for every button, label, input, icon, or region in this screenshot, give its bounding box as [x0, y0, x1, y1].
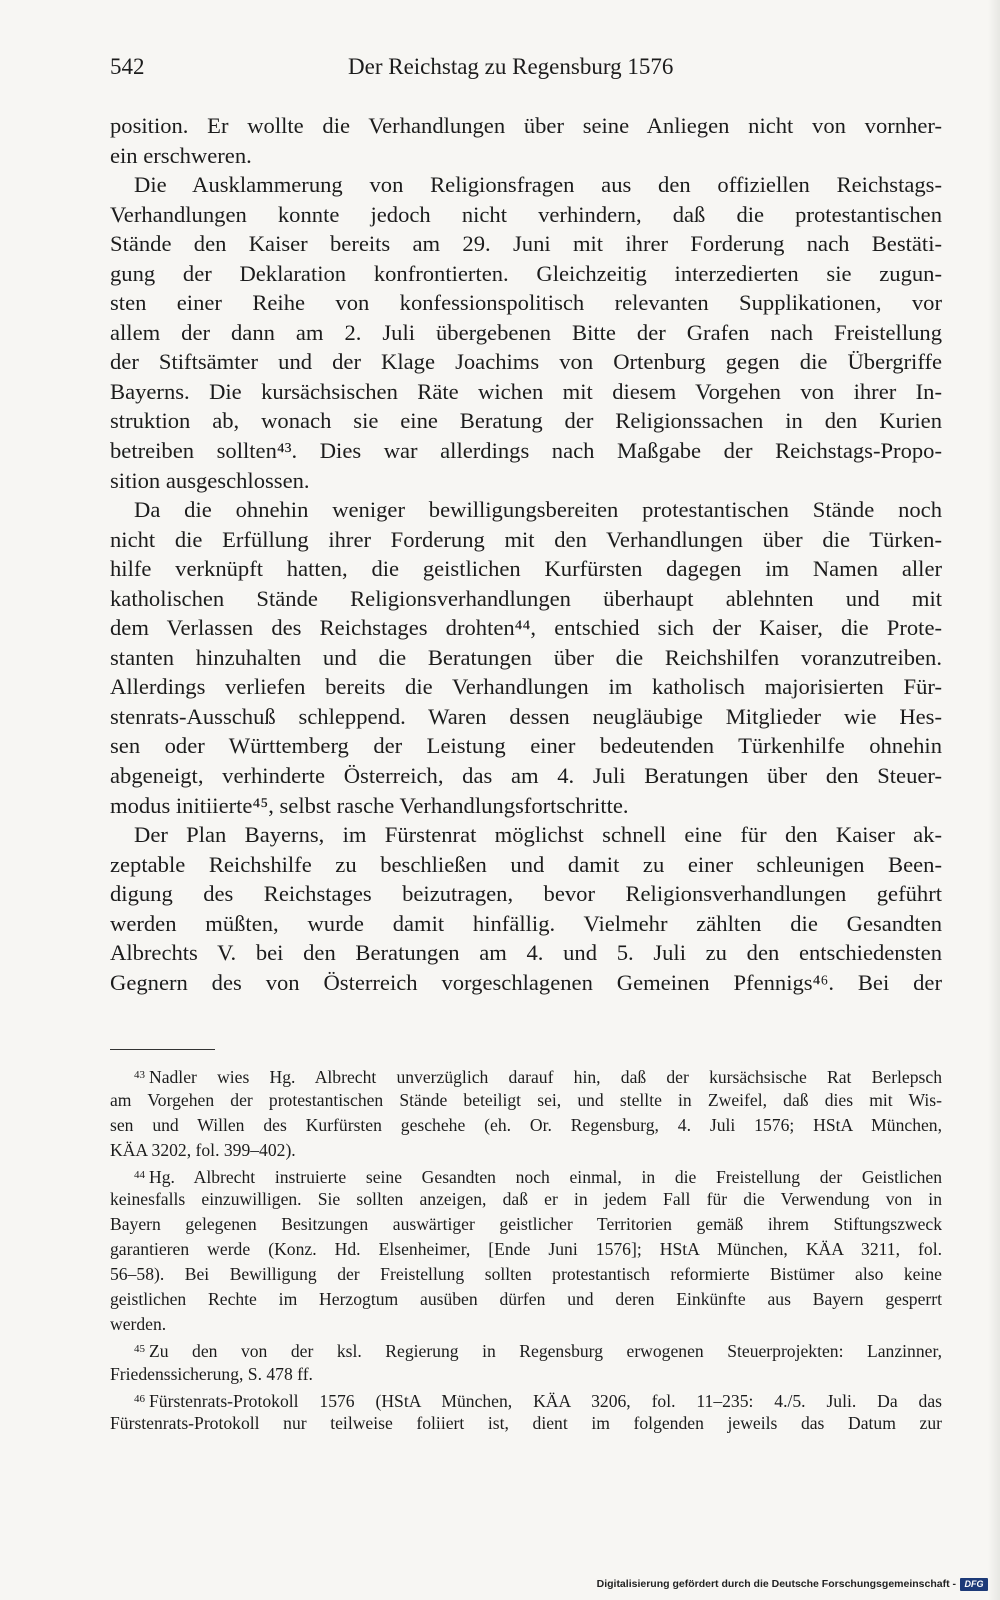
footnote-number: 44	[134, 1168, 145, 1181]
text-line: sition ausgeschlossen.	[110, 467, 310, 493]
text-line: dem Verlassen des Reichstages drohten⁴⁴, entschied sich der Kaiser, die Prote-	[110, 615, 942, 641]
running-head: Der Reichstag zu Regensburg 1576	[348, 54, 674, 79]
footnote-line: geistlichen Rechte im Herzogtum ausüben dürfen und deren Einkünfte aus Bayern gesperrt	[110, 1289, 942, 1310]
footnote-text: Zu den von der ksl. Regierung in Regensburg erwogenen Steuerprojekten: Lanzinner,	[149, 1340, 942, 1361]
page-header	[110, 52, 942, 86]
text-line: werden müßten, wurde damit hinfällig. Vielmehr zählten die Gesandten	[110, 910, 942, 936]
body-text	[110, 111, 942, 997]
text-line: katholischen Stände Religionsverhandlungen überhaupt ablehnten und mit	[110, 585, 942, 611]
text-line: nicht die Erfüllung ihrer Forderung mit den Verhandlungen über die Türken-	[110, 526, 942, 552]
footnote-line	[110, 1063, 942, 1088]
text-line: betreiben sollten⁴³. Dies war allerdings nach Maßgabe der Reichstags-Propo-	[110, 438, 942, 464]
page-edge-shadow	[988, 0, 1000, 1600]
text-line: Bayerns. Die kursächsischen Räte wichen mit diesem Vorgehen von ihrer In-	[110, 378, 942, 404]
footnote-line: Bayern gelegenen Besitzungen auswärtiger geistlicher Territorien gemäß ihrem Stiftungszweck	[110, 1214, 942, 1235]
footnote-line: werden.	[110, 1313, 167, 1334]
text-line: ein erschweren.	[110, 142, 252, 168]
footnote-text: Hg. Albrecht instruierte seine Gesandten noch einmal, in die Freistellung der Geistlichen	[149, 1166, 942, 1187]
page-number: 542	[110, 54, 145, 79]
footnote-line: am Vorgehen der protestantischen Stände beteiligt sei, und stellte in Zweifel, daß dies mit Wis-	[110, 1089, 942, 1110]
footnote-line	[110, 1387, 942, 1412]
text-line: Verhandlungen konnte jedoch nicht verhindern, daß die protestantischen	[110, 201, 942, 227]
text-line: Da die ohnehin weniger bewilligungsbereiten protestantischen Stände noch	[134, 497, 942, 523]
footnote-line: KÄA 3202, fol. 399–402).	[110, 1139, 296, 1160]
footnote-text: Nadler wies Hg. Albrecht unverzüglich darauf hin, daß der kursächsische Rat Berlepsch	[149, 1067, 942, 1087]
text-line: gung der Deklaration konfrontierten. Gleichzeitig interzedierten sie zugun-	[110, 260, 942, 286]
credit-text: Digitalisierung gefördert durch die Deutsche Forschungsgemeinschaft -	[596, 1578, 956, 1590]
text-line: Allerdings verliefen bereits die Verhandlungen im katholisch majorisierten Für-	[110, 674, 942, 700]
footnote-number: 46	[134, 1392, 145, 1405]
text-line: stenrats-Ausschuß schleppend. Waren dessen neugläubige Mitglieder wie Hes-	[110, 703, 942, 729]
footnote-line: sen und Willen des Kurfürsten geschehe (eh. Or. Regensburg, 4. Juli 1576; HStA München,	[110, 1114, 942, 1135]
digitization-credit	[597, 1573, 988, 1595]
footnote-number: 45	[134, 1342, 145, 1355]
footnote-line	[110, 1163, 942, 1188]
text-line: der Stiftsämter und der Klage Joachims von Ortenburg gegen die Übergriffe	[110, 349, 942, 375]
footnote-line: Fürstenrats-Protokoll nur teilweise foliiert ist, dient im folgenden jeweils das Datum zur	[110, 1413, 942, 1434]
text-line: Albrechts V. bei den Beratungen am 4. und 5. Juli zu den entschiedensten	[110, 940, 942, 966]
footnote-line: garantieren werde (Konz. Hd. Elsenheimer, [Ende Juni 1576]; HStA München, KÄA 3211, fol.	[110, 1239, 942, 1260]
text-line: sen oder Württemberg der Leistung einer bedeutenden Türkenhilfe ohnehin	[110, 733, 942, 759]
text-line: position. Er wollte die Verhandlungen über seine Anliegen nicht von vornher-	[110, 113, 942, 138]
footnotes	[110, 1063, 942, 1436]
footnote-line: 56–58). Bei Bewilligung der Freistellung sollten protestantisch reformierte Bistümer also keine	[110, 1264, 942, 1285]
footnote-number: 43	[134, 1069, 145, 1081]
text-line: modus initiierte⁴⁵, selbst rasche Verhandlungsfortschritte.	[110, 792, 629, 818]
text-line: stanten hinzuhalten und die Beratungen über die Reichshilfen voranzutreiben.	[110, 644, 942, 670]
footnote-text: Fürstenrats-Protokoll 1576 (HStA München, KÄA 3206, fol. 11–235: 4./5. Juli. Da das	[149, 1390, 942, 1411]
text-line: Die Ausklammerung von Religionsfragen aus den offiziellen Reichstags-	[134, 172, 942, 198]
text-line: Stände den Kaiser bereits am 29. Juni mit ihrer Forderung nach Bestäti-	[110, 231, 942, 257]
text-line: Gegnern des von Österreich vorgeschlagenen Gemeinen Pfennigs⁴⁶. Bei der	[110, 969, 942, 995]
footnote-line: Friedenssicherung, S. 478 ff.	[110, 1363, 313, 1384]
text-line: struktion ab, wonach sie eine Beratung der Religionssachen in den Kurien	[110, 408, 942, 434]
footnote-line	[110, 1337, 942, 1362]
text-line: abgeneigt, verhinderte Österreich, das am 4. Juli Beratungen über den Steuer-	[110, 763, 942, 789]
text-line: allem der dann am 2. Juli übergebenen Bitte der Grafen nach Freistellung	[110, 319, 942, 345]
text-line: sten einer Reihe von konfessionspolitisch relevanten Supplikationen, vor	[110, 290, 942, 316]
text-line: zeptable Reichshilfe zu beschließen und damit zu einer schleunigen Been-	[110, 851, 942, 877]
text-line: digung des Reichstages beizutragen, bevor Religionsverhandlungen geführt	[110, 881, 942, 907]
text-line: Der Plan Bayerns, im Fürstenrat möglichst schnell eine für den Kaiser ak-	[134, 822, 942, 848]
dfg-logo-icon: DFG	[960, 1578, 988, 1591]
footnote-line: keinesfalls einzuwilligen. Sie sollten anzeigen, daß er in jedem Fall für die Verwendung von in	[110, 1189, 942, 1210]
footnote-divider	[110, 1049, 215, 1050]
text-line: hilfe verknüpft hatten, die geistlichen Kurfürsten dagegen im Namen aller	[110, 556, 942, 582]
